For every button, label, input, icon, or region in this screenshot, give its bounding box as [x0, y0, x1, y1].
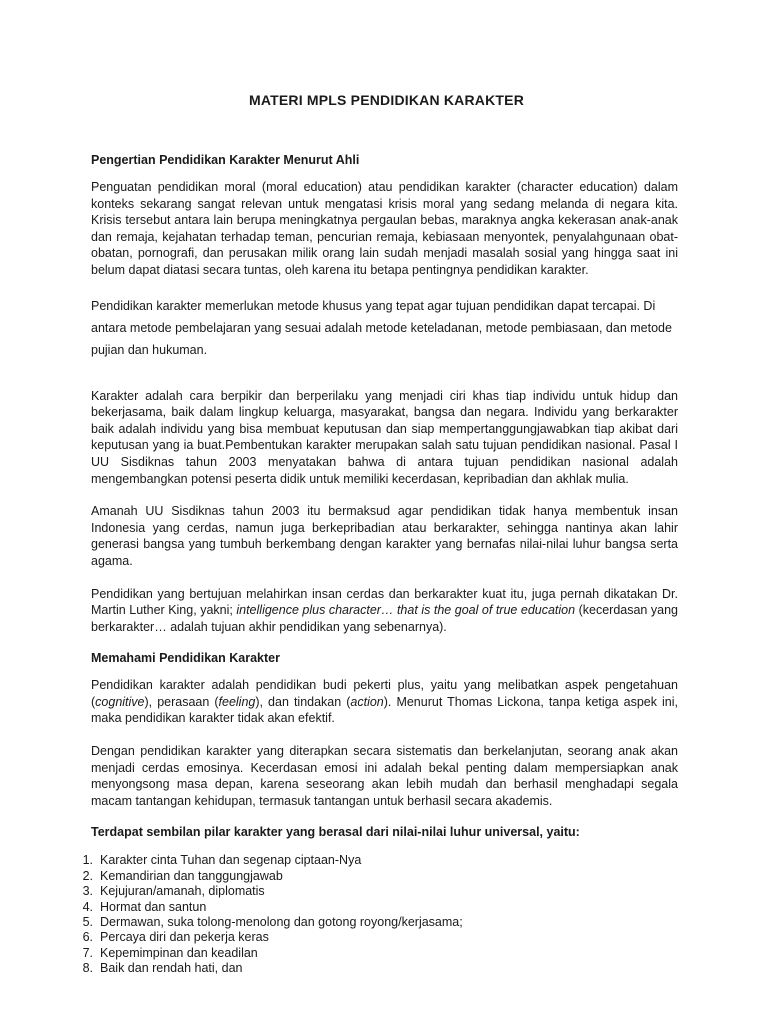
paragraph-amanah-uu: Amanah UU Sisdiknas tahun 2003 itu bermaksud agar pendidikan tidak hanya membentuk insan Indonesia yang cerdas, namun juga berkepribadian atau berkarakter, sehingga nantinya akan lahir generasi bangsa yang tumbuh berkembang dengan karakter yang bernafas nilai-nilai luhur bangsa serta agama.	[91, 504, 678, 568]
document-title: MATERI MPLS PENDIDIKAN KARAKTER	[248, 92, 525, 108]
paragraph-karakter-definisi: Karakter adalah cara berpikir dan berperilaku yang menjadi ciri khas tiap individu untuk hidup dan bekerjasama, baik dalam lingkup keluarga, masyarakat, bangsa dan negara. Individu yang berkarakter baik adalah individu yang bisa membuat keputusan dan siap mempertanggungjawabkan tiap akibat dari keputusan yang ia buat.Pembentukan karakter merupakan salah satu tujuan pendidikan nasional. Pasal I UU Sisdiknas tahun 2003 menyatakan bahwa di antara tujuan pendidikan nasional adalah mengembangkan potensi peserta didik untuk memiliki kecerdasan, kepribadian dan akhlak mulia.	[91, 388, 678, 486]
budi-text-d: ). Menurut Thomas Lickona, tanpa ketiga aspek ini, maka pendidikan karakter tidak akan efektif.	[91, 694, 678, 726]
paragraph-penguatan: Penguatan pendidikan moral (moral education) atau pendidikan karakter (character education) dalam konteks sekarang sangat relevan untuk mengatasi krisis moral yang sedang melanda di negara kita. Krisis tersebut antara lain berupa meningkatnya pergaulan bebas, maraknya angka kekerasan anak-anak dan remaja, kejahatan terhadap teman, pencurian remaja, kebiasaan menyontek, penyalahgunaan obat-obatan, pornografi, dan perusakan milik orang lain sudah menjadi masalah sosial yang hingga saat ini belum dapat diatasi secara tuntas, oleh karena itu betapa pentingnya pendidikan karakter.	[91, 180, 678, 277]
section-heading-pilar: Terdapat sembilan pilar karakter yang berasal dari nilai-nilai luhur universal, yaitu:	[91, 825, 580, 840]
list-item	[75, 869, 662, 884]
mlk-quote: intelligence plus character… that is the goal of true education	[236, 603, 576, 618]
list-text: Kejujuran/amanah, diplomatis	[100, 884, 265, 899]
list-item	[75, 853, 662, 868]
list-item	[75, 961, 662, 976]
list-text: Karakter cinta Tuhan dan segenap ciptaan-Nya	[100, 853, 362, 868]
term-action: action	[350, 694, 384, 709]
list-number: 1.	[82, 853, 93, 868]
mlk-text-b: (kecerdasan yang berkarakter… adalah tujuan akhir pendidikan yang sebenarnya).	[91, 603, 678, 634]
budi-text-b: ), perasaan (	[144, 694, 219, 709]
paragraph-kecerdasan-emosi: Dengan pendidikan karakter yang diterapkan secara sistematis dan berkelanjutan, seorang anak akan menjadi cerdas emosinya. Kecerdasan emosi ini adalah bekal penting dalam mempersiapkan anak menyongsong masa depan, karena seseorang akan lebih mudah dan berhasil menghadapi segala macam tantangan kehidupan, termasuk tantangan untuk berhasil secara akademis.	[91, 744, 678, 808]
budi-text-c: ), dan tindakan (	[255, 694, 351, 709]
paragraph-metode: Pendidikan karakter memerlukan metode khusus yang tepat agar tujuan pendidikan dapat tercapai. Di antara metode pembelajaran yang sesuai adalah metode keteladanan, metode pembiasaan, dan metode pujian dan hukuman.	[91, 298, 672, 357]
budi-text-a: Pendidikan karakter adalah pendidikan budi pekerti plus, yaitu yang melibatkan aspek pengetahuan (	[91, 678, 678, 709]
mlk-text-a: Pendidikan yang bertujuan melahirkan insan cerdas dan berkarakter kuat itu, juga pernah dikatakan Dr. Martin Luther King, yakni;	[91, 586, 678, 618]
list-item	[75, 915, 662, 930]
list-number: 5.	[82, 915, 93, 930]
list-item	[75, 900, 662, 915]
section-heading-pengertian: Pengertian Pendidikan Karakter Menurut Ahli	[91, 153, 360, 167]
list-number: 3.	[82, 884, 93, 899]
list-number: 7.	[82, 945, 93, 960]
pillar-list	[75, 853, 662, 976]
list-text: Hormat dan santun	[100, 899, 207, 914]
section-heading-memahami: Memahami Pendidikan Karakter	[91, 651, 280, 666]
list-number: 2.	[82, 868, 93, 883]
list-item	[75, 884, 662, 899]
list-text: Kemandirian dan tanggungjawab	[100, 868, 283, 883]
list-text: Baik dan rendah hati, dan	[100, 961, 243, 976]
list-number: 6.	[82, 930, 93, 945]
list-item	[75, 946, 662, 961]
paragraph-martin-luther-king	[91, 586, 678, 636]
list-item	[75, 930, 662, 945]
list-text: Dermawan, suka tolong-menolong dan gotong royong/kerjasama;	[100, 915, 463, 930]
list-number: 8.	[82, 961, 93, 976]
term-feeling: feeling	[218, 694, 256, 709]
paragraph-budi-pekerti	[91, 677, 678, 727]
list-text: Percaya diri dan pekerja keras	[100, 930, 269, 945]
list-number: 4.	[82, 899, 93, 914]
list-text: Kepemimpinan dan keadilan	[100, 945, 258, 960]
term-cognitive: cognitive	[95, 694, 145, 709]
